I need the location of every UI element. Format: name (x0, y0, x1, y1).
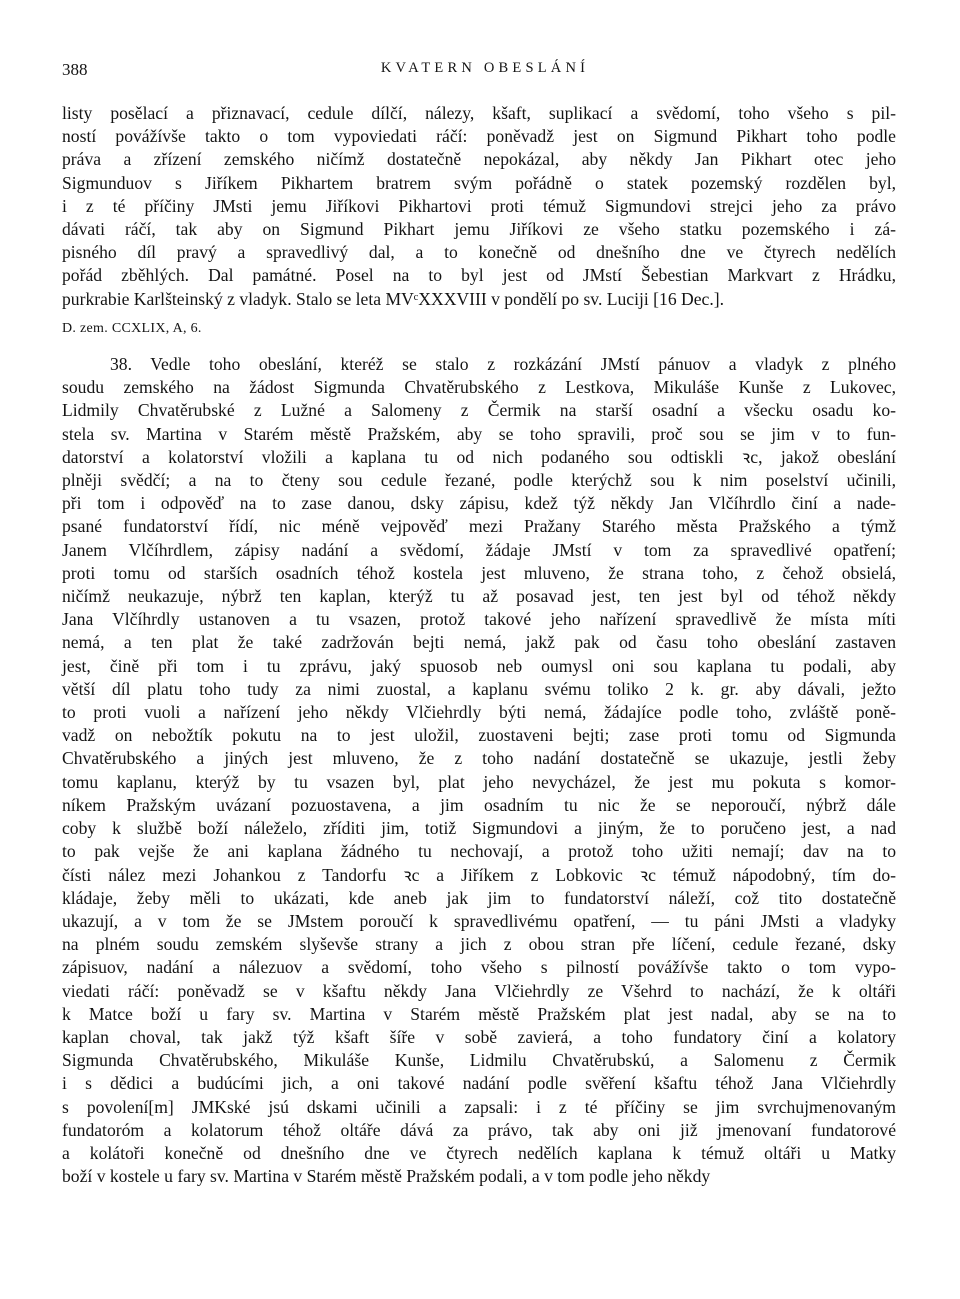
text-line: Sigmunda Chvatěrubského, Mikuláše Kunše, Lidmilu Chvatěrubskú, a Salomenu z Čermik (62, 1050, 896, 1071)
text-line: purkrabie Karlšteinský z vladyk. Stalo se leta MVᶜXXXVIII v pondělí po sv. Luciji [16 Dec.]. (62, 288, 724, 309)
text-line: nemá, a ten plat že také zadržován bejti nemá, jakž pak od času toho obeslání zastaven (62, 632, 896, 653)
text-line: 38. Vedle toho obeslání, kteréž se stalo z rozkázání JMstí pánuov a vladyk z plného (110, 354, 896, 375)
text-line: to pak vejše že ani kaplana žádného tu nechovají, a protož toho užiti nemají; dav na to (62, 841, 896, 862)
text-line: na plném soudu zemském slyševše strany a jich z obou stran pře líčení, cedule řezané, dsky (62, 934, 896, 955)
text-line: kaplan choval, tak jakž týž kšaft šíře v sobě zavierá, a toho fundatory činí a kolatory (62, 1026, 896, 1047)
text-line: práva a zřízení zemského ničímž dostatečně nepokázal, aby někdy Jan Pikhart otec jeho (62, 149, 896, 170)
text-line: psané fundatorství řídí, nic méně vejpověď mezi Pražany Starého města Pražského a týmž (62, 516, 896, 537)
text-line: k Matce boží u fary sv. Martina v Starém městě Pražském plat jest nadal, aby se na to (62, 1003, 896, 1024)
text-line: níkem Pražským uvázaní pozuostavena, a jim osadním tu nic že se neporoučí, nýbrž dále (62, 794, 896, 815)
text-line: ností povážívše takto o tom vypoviedati ráčí: poněvadž jest on Sigmund Pikhart toho podle (62, 126, 896, 147)
text-line: Lidmily Chvatěrubské z Lužné a Salomeny z Čermik na starší osadní a všecku osadu ko- (62, 400, 896, 421)
text-line: viedati ráčí: poněvadž se v kšaftu někdy Jana Vlčiehrdly ze Všehrd to nachází, že k oltáři (62, 980, 896, 1001)
text-line: při tom i odpověď na to zase danou, dsky zápisu, kdež týž někdy Jan Vlčíhrdlo činí a nade- (62, 493, 896, 514)
text-line: zápisuov, nadání a nálezuov a svědomí, toho všeho s pilností povážívše takto o tom vypo- (62, 957, 896, 978)
text-line: dávati ráčí, tak aby on Sigmund Pikhart jemu Jiříkovi ze všeho statku pozemského i zá- (62, 219, 896, 240)
page-number: 388 (62, 60, 88, 79)
source-reference: D. zem. CCXLIX, A, 6. (62, 320, 202, 336)
running-title: KVATERN OBESLÁNÍ (380, 60, 590, 76)
text-line: ničímž neukazuje, nýbrž ten kaplan, kterýž tu až posavad jest, ten jest byl od téhož někdy (62, 586, 896, 607)
text-line: pisného díl pravý a spravedlivý dal, a to konečně od dnešního dne ve čtyrech nedělích (62, 242, 896, 263)
text-line: fundatoróm a kolatorum téhož oltáře dává za právo, tak aby oni již jmenovaní fundatorové (62, 1119, 896, 1140)
text-line: proti tomu od starších osadních téhož kostela jest mluveno, že strana toho, z čehož obsielá, (62, 562, 896, 583)
text-line: čísti nález mezi Johankou z Tandorfu ꝛc a Jiříkem z Lobkovic ꝛc témuž nápodobný, tím do- (62, 864, 897, 885)
text-line: plněji svědčí; a na to čteny sou cedule řezané, podle kterýchž sou k nim poselství učinili, (62, 470, 896, 491)
text-line: Sigmunduov s Jiříkem Pikhartem bratrem svým pořádně o statek pozemský rozdělen byl, (62, 172, 896, 193)
text-line: pořád zběhlých. Dal památné. Posel na to byl jest od JMstí Šebestian Markvart z Hrádku, (62, 265, 896, 286)
text-line: Janem Vlčíhrdlem, zápisy nadání a svědomí, žádaje JMstí v tom za spravedlivé opatření; (62, 539, 896, 560)
page-header (62, 58, 896, 88)
text-line: soudu zemského na žádost Sigmunda Chvatěrubského z Lestkova, Mikuláše Kunše z Lukovec, (62, 377, 896, 398)
document-page (62, 58, 896, 1188)
text-line: kládaje, žeby měli to ukázati, kde aneb jak jim to fundatorství náleží, což tito dostatečně (62, 887, 896, 908)
paragraph-1 (62, 102, 896, 311)
text-line: jest, čině při tom i tu zprávu, jaký spuosob neb oumysl oni sou kaplana tu podali, aby (62, 655, 896, 676)
text-line: listy posělací a přiznavací, cedule dílčí, nálezy, kšaft, suplikací a svědomí, toho všeho s pil- (62, 103, 896, 123)
body-text (62, 102, 896, 1188)
text-line: ukazují, a v tom že se JMstem poroučí k spravedlivému opatření, — tu páni JMsti a vladyky (62, 910, 896, 931)
text-line: stela sv. Martina v Starém městě Pražském, aby se toho spravili, proč sou se jim v to fun- (62, 423, 896, 444)
text-line: Jana Vlčíhrdly ustanoven a tu vsazen, protož takové jeho nařízení spravedlivě že místa míti (62, 609, 896, 630)
text-line: i s dědici a budúcími jich, a oni takové nadání podle svěření kšaftu téhož Jana Vlčiehrdly (62, 1073, 896, 1094)
text-line: s povolení[m] JMKské jsú dskami učinili a zapsali: i z té příčiny se jim svrchujmenovaným (62, 1096, 896, 1117)
text-line: boží v kostele u fary sv. Martina v Starém městě Pražském podali, a v tom podle jeho někdy (62, 1166, 711, 1187)
text-line: a kolátoři konečně od dnešního dne ve čtyrech nedělích kaplana k témuž oltáři u Matky (62, 1142, 896, 1163)
text-line: Chvatěrubského a jiných jest mluveno, že z toho nadání dostatečně se ukazuje, jestli žeby (62, 748, 896, 769)
paragraph-2 (62, 353, 896, 1188)
text-line: větší díl platu toho tudy za nimi zuostal, a kaplanu svému toliko 2 k. gr. aby dávali, ježto (62, 678, 896, 699)
text-line: datorství a kolatorství vložili a kaplana tu od nich podaného sou odtiskli ꝛc, jakož obeslání (62, 446, 896, 467)
text-line: tomu kaplanu, kterýž by tu vsazen byl, plat jeho nevycházel, že jest mu pokuta s komor- (62, 771, 896, 792)
text-line: to proti vuoli a nařízení jeho někdy Vlčiehrdly býti nemá, žádajíce podle toho, zvláště poně- (62, 702, 896, 723)
text-line: i z té příčiny JMsti jemu Jiříkovi Pikhartovi proti témuž Sigmundovi strejci jeho za právo (62, 195, 896, 216)
text-line: vadž on nebožtík pokutu na to jest uložil, zuostaveni bejti; zase proti tomu od Sigmunda (62, 725, 896, 746)
text-line: coby k službě boží náleželo, zříditi jim, totiž Sigmundovi a jiným, že to poručeno jest, a nad (62, 818, 896, 839)
